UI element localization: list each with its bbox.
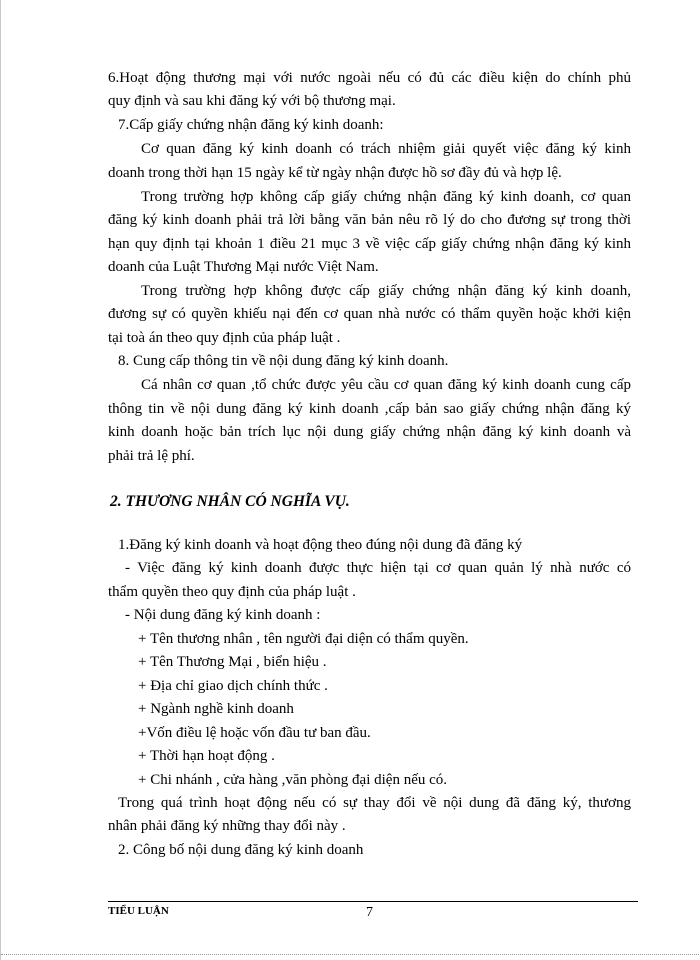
list-item: + Chi nhánh , cửa hàng ,văn phòng đại diện nếu có. xyxy=(138,772,448,788)
section-2-item-1-heading: 1.Đăng ký kinh doanh và hoạt động theo đúng nội dung đã đăng ký xyxy=(118,537,523,553)
paragraph-7b-line-4: doanh của Luật Thương Mại nước Việt Nam. xyxy=(108,259,379,275)
section-2-item-2-heading: 2. Công bố nội dung đăng ký kinh doanh xyxy=(118,842,364,858)
paragraph-8-line-2: thông tin về nội dung đăng ký kinh doanh ,cấp bản sao giấy chứng nhận đăng ký xyxy=(108,401,631,417)
paragraph-7a-line-1: Cơ quan đăng ký kinh doanh có trách nhiệm giải quyết việc đăng ký kinh xyxy=(141,141,631,157)
registration-content-heading: - Nội dung đăng ký kinh doanh : xyxy=(125,607,321,623)
paragraph-8-heading: 8. Cung cấp thông tin về nội dung đăng ký kinh doanh. xyxy=(118,353,449,369)
paragraph-7c-line-3: tại toà án theo quy định của pháp luật . xyxy=(108,330,341,346)
paragraph-6-line-1: 6.Hoạt động thương mại với nước ngoài nếu có đủ các điều kiện do chính phủ xyxy=(108,70,631,86)
paragraph-7-heading: 7.Cấp giấy chứng nhận đăng ký kinh doanh: xyxy=(118,117,384,133)
paragraph-7c-line-1: Trong trường hợp không được cấp giấy chứng nhận đăng ký kinh doanh, xyxy=(141,283,631,299)
paragraph-7a-line-2: doanh trong thời hạn 15 ngày kể từ ngày nhận được hồ sơ đầy đủ và hợp lệ. xyxy=(108,165,562,181)
registration-location-line-2: thẩm quyền theo quy định của pháp luật . xyxy=(108,584,356,600)
paragraph-8-line-1: Cá nhân cơ quan ,tổ chức được yêu cầu cơ quan đăng ký kinh doanh cung cấp xyxy=(141,377,631,393)
page-bottom-border xyxy=(1,954,700,955)
list-item: + Địa chỉ giao dịch chính thức . xyxy=(138,678,328,694)
paragraph-8-line-3: kinh doanh hoặc bản trích lục nội dung giấy chứng nhận đăng ký kinh doanh và xyxy=(108,424,631,440)
list-item: + Tên thương nhân , tên người đại diện có thẩm quyền. xyxy=(138,631,469,647)
list-item: + Ngành nghề kinh doanh xyxy=(138,701,294,717)
paragraph-8-line-4: phải trả lệ phí. xyxy=(108,448,195,464)
list-item: +Vốn điều lệ hoặc vốn đầu tư ban đầu. xyxy=(138,725,371,741)
page-number: 7 xyxy=(366,905,373,920)
change-notice-line-2: nhân phải đăng ký những thay đổi này . xyxy=(108,818,346,834)
section-2-title: 2. THƯƠNG NHÂN CÓ NGHĨA VỤ. xyxy=(110,493,350,510)
footer-label: TIỂU LUẬN xyxy=(108,905,169,917)
change-notice-line-1: Trong quá trình hoạt động nếu có sự thay đổi về nội dung đã đăng ký, thương xyxy=(118,795,631,811)
list-item: + Tên Thương Mại , biển hiệu . xyxy=(138,654,327,670)
paragraph-7b-line-2: đăng ký kinh doanh phải trả lời bằng văn bản nêu rõ lý do cho đương sự trong thời xyxy=(108,212,631,228)
registration-location-line-1: - Việc đăng ký kinh doanh được thực hiện tại cơ quan quản lý nhà nước có xyxy=(125,560,631,576)
paragraph-6-line-2: quy định và sau khi đăng ký với bộ thương mại. xyxy=(108,93,396,109)
paragraph-7b-line-1: Trong trường hợp không cấp giấy chứng nhận đăng ký kinh doanh, cơ quan xyxy=(141,189,631,205)
paragraph-7c-line-2: đương sự có quyền khiếu nại đến cơ quan nhà nước có thẩm quyền hoặc khởi kiện xyxy=(108,306,631,322)
list-item: + Thời hạn hoạt động . xyxy=(138,748,275,764)
footer-rule xyxy=(108,901,638,902)
paragraph-7b-line-3: hạn quy định tại khoản 1 điều 21 mục 3 về việc cấp giấy chứng nhận đăng ký kinh xyxy=(108,236,631,252)
